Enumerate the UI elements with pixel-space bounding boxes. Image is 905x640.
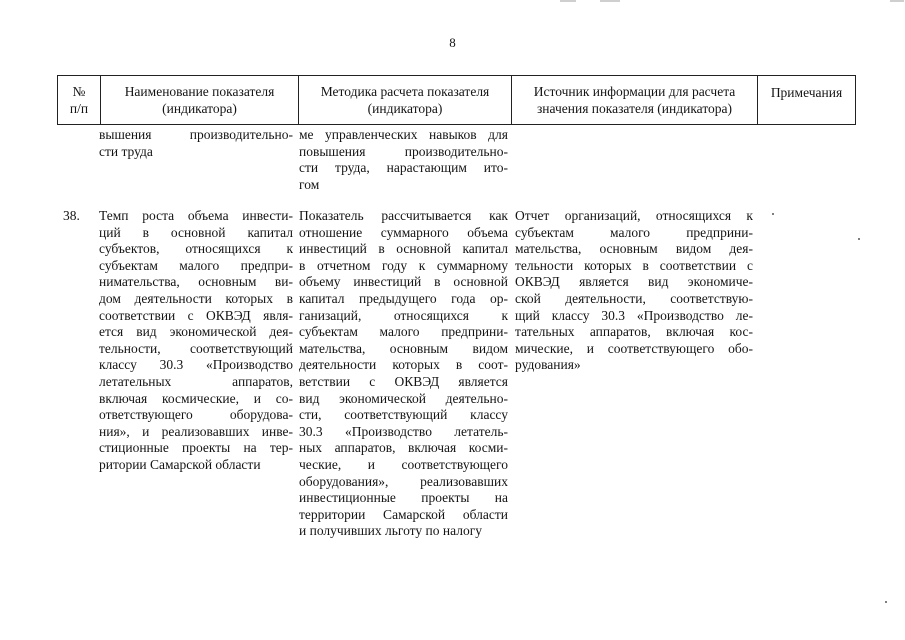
text-line: объему инвестиций в основной [299,274,508,290]
text-line: ния», и реализовавших инве- [99,423,293,439]
text-line: включая космические, и со- [99,390,293,406]
text-line: тательных аппаратов, включая кос- [515,324,753,340]
text-line: субъектам малого предприни- [299,324,508,340]
text-line: инвестиционные проекты на [299,490,508,506]
text-line: ме управленческих навыков для [299,127,508,142]
header-text: п/п [69,101,89,116]
table-header [57,75,856,125]
row-method [299,208,508,540]
header-text: Примечания [770,85,843,100]
text-line: ческие, и соответствующего [299,456,508,472]
text-line: ций в основной капитал [99,224,293,240]
continuation-indicator-name [99,127,293,160]
continuation-method [299,127,508,193]
text-line: Отчет организаций, относящихся к [515,208,753,223]
text-line: мательства, основным видом дея- [515,241,753,257]
text-line: сти труда, нарастающим ито- [299,160,508,176]
scan-speck [858,238,860,240]
text-line: ской деятельности, соответствую- [515,290,753,306]
header-text: (индикатора) [367,101,443,116]
text-line: повышения производительно- [299,143,508,159]
text-line: вид экономической деятельно- [299,390,508,406]
text-line: в отчетном году к суммарному [299,257,508,273]
text-line: сти труда [99,143,153,159]
text-line: 30.3 «Производство летатель- [299,423,508,439]
scan-edge-mark [600,0,620,2]
text-line: Темп роста объема инвести- [99,208,293,223]
text-line: ганизаций, относящихся к [299,307,508,323]
text-line: оборудования», реализовавших [299,473,508,489]
text-line: и получивших льготу по налогу [299,523,482,539]
row-source [515,208,753,374]
header-text: Методика расчета показателя [320,84,490,99]
header-text: Источник информации для расчета [533,84,736,99]
text-line: тельности которых в соответствии с [515,257,753,273]
scan-speck [885,601,887,603]
text-line: летательных аппаратов, [99,373,293,389]
text-line: мические, и соответствующего обо- [515,340,753,356]
text-line: ответствующего оборудова- [99,407,293,423]
header-text: № [72,84,86,99]
text-line: мательства, основным видом [299,340,508,356]
page-number: 8 [449,35,456,50]
text-line: рудования» [515,357,581,373]
text-line: Показатель рассчитывается как [299,208,508,223]
text-line: инвестиций в основной капитал [299,241,508,257]
header-number [58,76,101,124]
text-line: ритории Самарской области [99,456,261,472]
text-line: ных аппаратов, включая косми- [299,440,508,456]
text-line: субъектам малого предприни- [515,224,753,240]
text-line: щий классу 30.3 «Производство ле- [515,307,753,323]
text-line: субъектов, относящихся к [99,241,293,257]
text-line: тельности, соответствующий [99,340,293,356]
scan-speck [772,213,774,215]
text-line: ОКВЭД является вид экономиче- [515,274,753,290]
header-text: (индикатора) [162,101,237,116]
text-line: деятельности которых в соот- [299,357,508,373]
text-line: субъектам малого предпри- [99,257,293,273]
text-line: соответствии с ОКВЭД явля- [99,307,293,323]
scan-edge-mark [890,0,904,2]
scan-edge-mark [560,0,576,2]
header-notes [758,76,855,124]
header-text: Наименование показателя [124,84,275,99]
row-number: 38. [63,208,80,223]
header-method [299,76,512,124]
text-line: дом деятельности которых в [99,290,293,306]
header-indicator-name [101,76,299,124]
header-text: значения показателя (индикатора) [536,101,733,116]
text-line: стиционные проекты на тер- [99,440,293,456]
text-line: гом [299,176,320,192]
text-line: вышения производительно- [99,127,293,142]
text-line: классу 30.3 «Производство [99,357,293,373]
text-line: ется вид экономической дея- [99,324,293,340]
row-indicator-name [99,208,293,474]
text-line: ветствии с ОКВЭД является [299,373,508,389]
text-line: территории Самарской области [299,506,508,522]
text-line: отношение суммарного объема [299,224,508,240]
text-line: капитал предыдущего года ор- [299,290,508,306]
text-line: сти, соответствующий классу [299,407,508,423]
header-source [512,76,758,124]
text-line: нимательства, основным ви- [99,274,293,290]
